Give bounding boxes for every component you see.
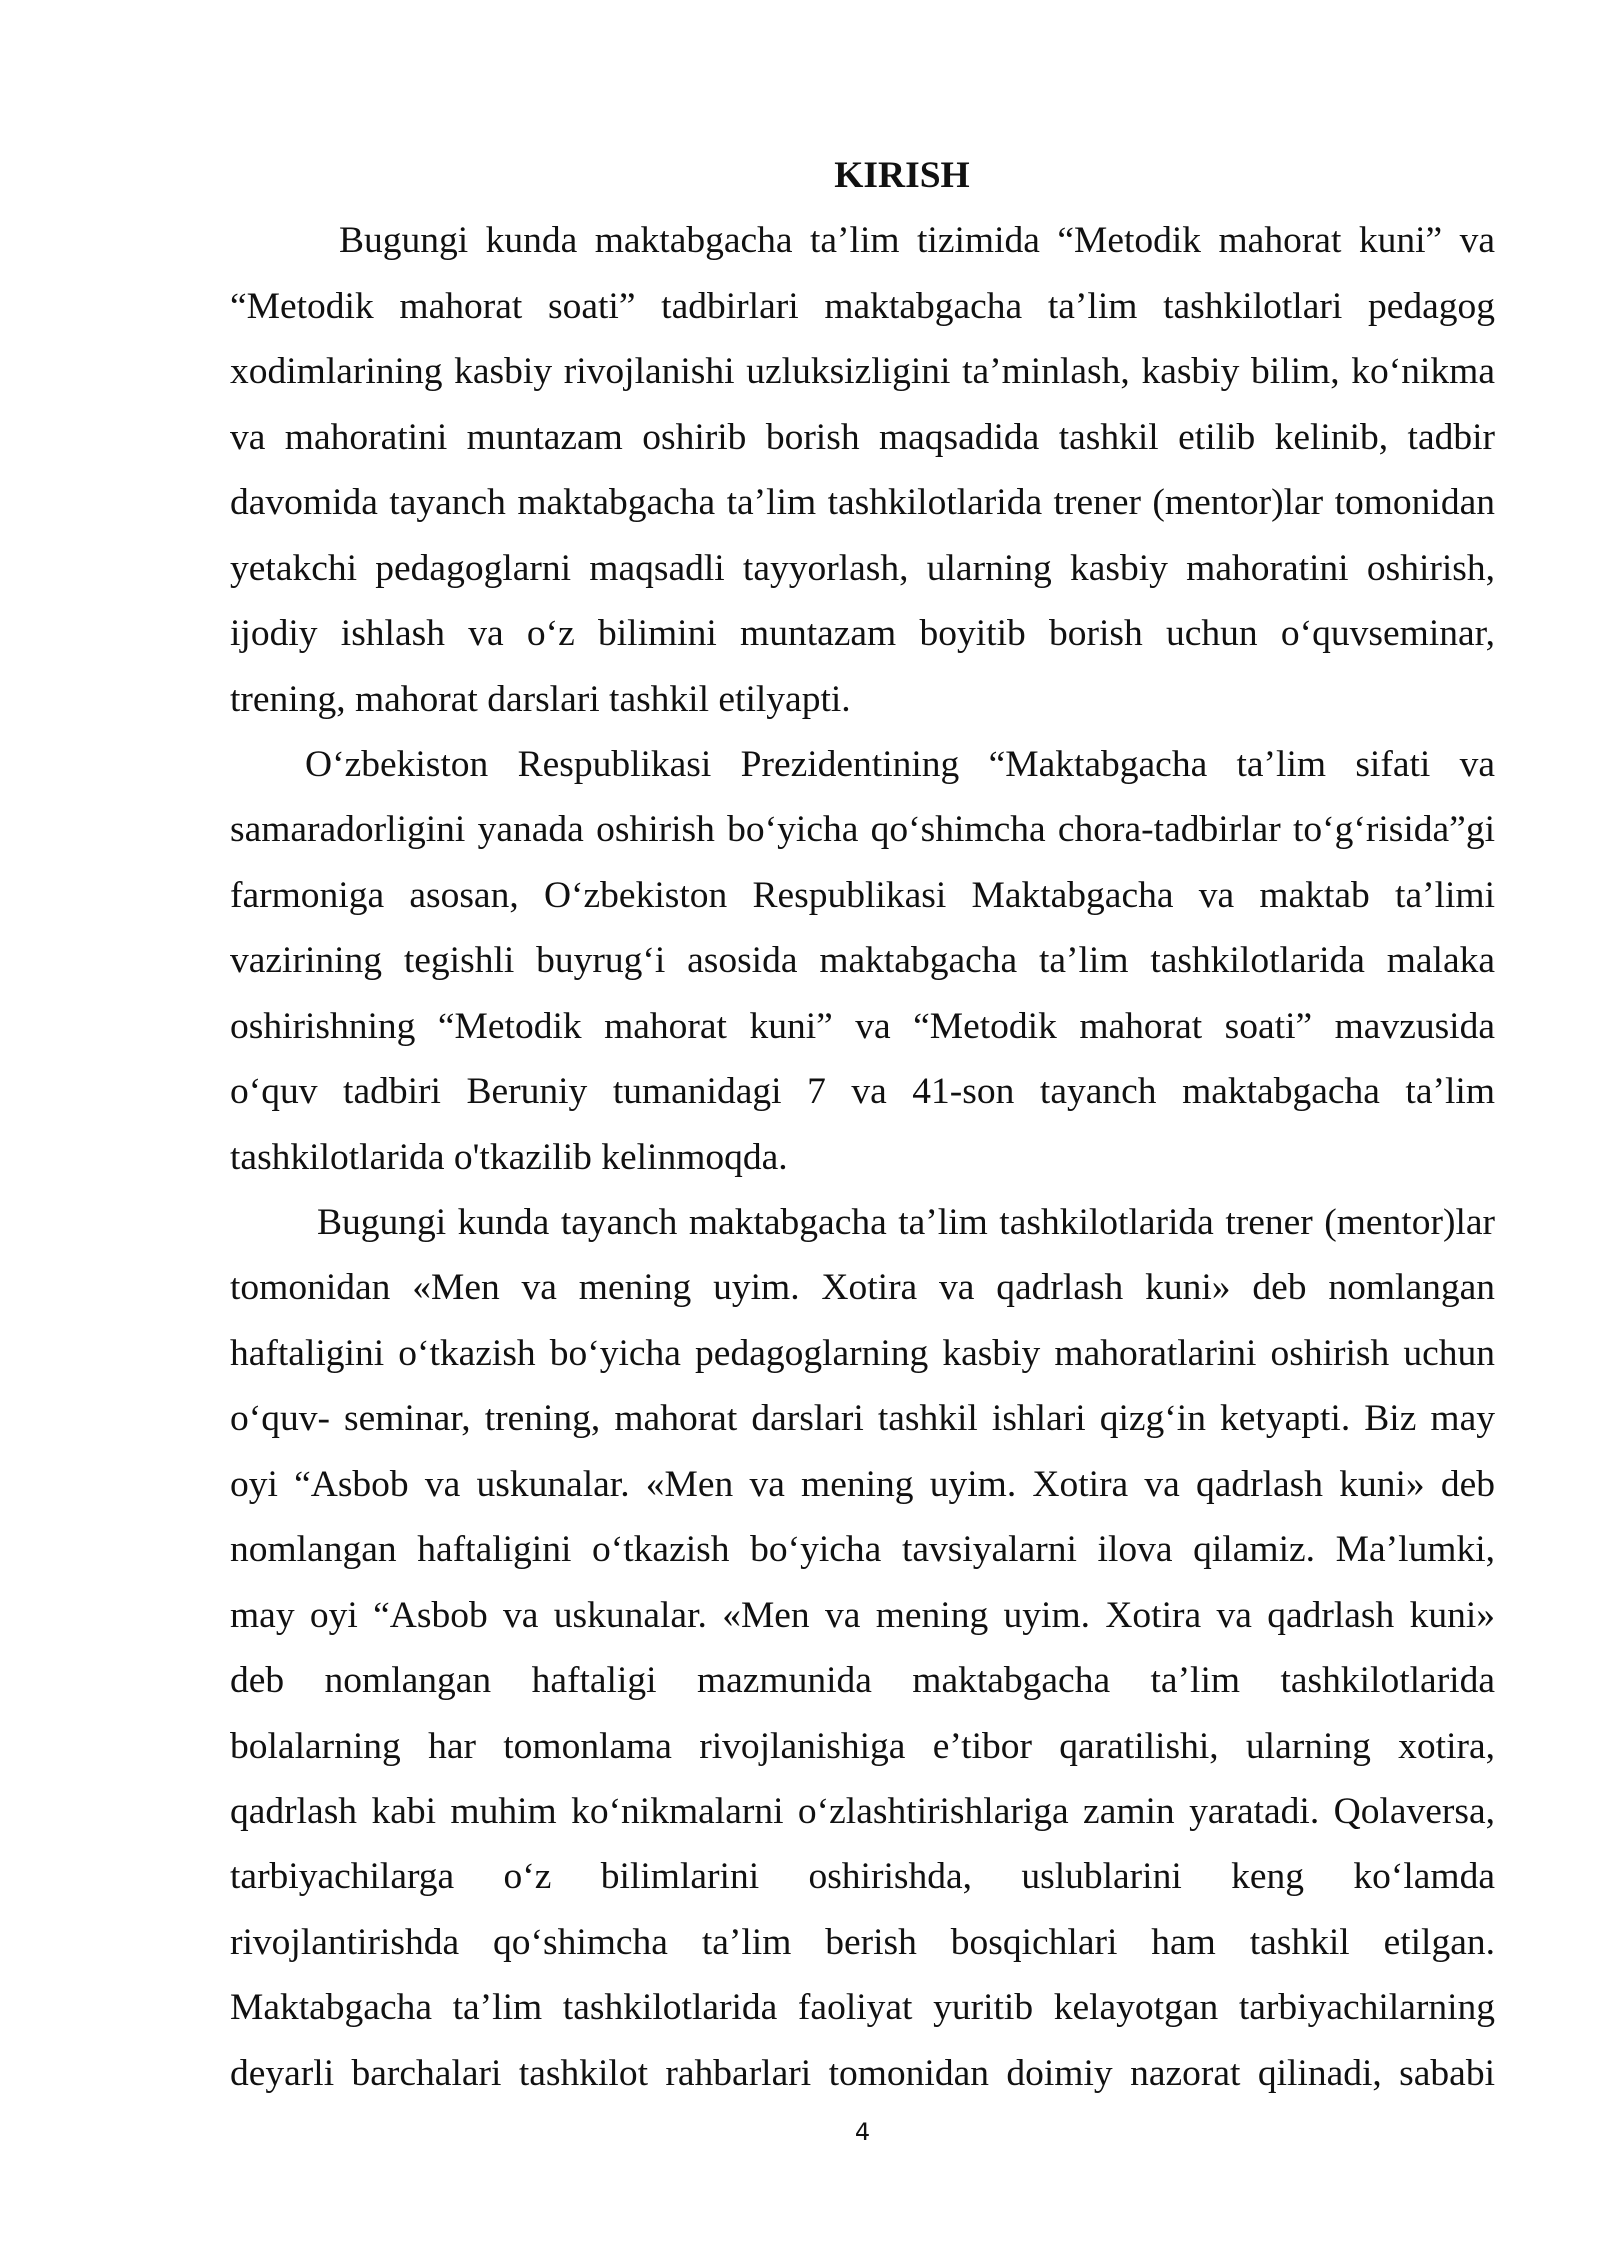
paragraph-line: xodimlarining kasbiy rivojlanishi uzluksizligini ta’minlash, kasbiy bilim, ko‘nikma [230, 351, 1495, 393]
paragraph-line: o‘quv- seminar, trening, mahorat darslari tashkil ishlari qizg‘in ketyapti. Biz may [230, 1398, 1495, 1440]
paragraph-line: farmoniga asosan, O‘zbekiston Respublikasi Maktabgacha va maktab ta’limi [230, 874, 1495, 916]
paragraph-line: davomida tayanch maktabgacha ta’lim tashkilotlarida trener (mentor)lar tomonidan [230, 482, 1495, 524]
paragraph-line: O‘zbekiston Respublikasi Prezidentining “Maktabgacha ta’lim sifati va [305, 743, 1495, 785]
paragraph-line: deyarli barchalari tashkilot rahbarlari tomonidan doimiy nazorat qilinadi, sababi [230, 2052, 1495, 2094]
paragraph-line: nomlangan haftaligini o‘tkazish bo‘yicha tavsiyalarni ilova qilamiz. Ma’lumki, [230, 1529, 1495, 1571]
paragraph-line: o‘quv tadbiri Beruniy tumanidagi 7 va 41-son tayanch maktabgacha ta’lim [230, 1071, 1495, 1113]
paragraph-3 [230, 1190, 1495, 2106]
paragraph-line: va mahoratini muntazam oshirib borish maqsadida tashkil etilib kelinib, tadbir [230, 416, 1495, 458]
paragraph-line: trening, mahorat darslari tashkil etilyapti. [230, 678, 851, 720]
paragraph-line: Maktabgacha ta’lim tashkilotlarida faoliyat yuritib kelayotgan tarbiyachilarning [230, 1987, 1495, 2029]
paragraph-line: may oyi “Asbob va uskunalar. «Men va mening uyim. Xotira va qadrlash kuni» [230, 1594, 1495, 1636]
paragraph-line: tarbiyachilarga o‘z bilimlarini oshirishda, uslublarini keng ko‘lamda [230, 1856, 1495, 1898]
paragraph-line: vazirining tegishli buyrug‘i asosida maktabgacha ta’lim tashkilotlarida malaka [230, 940, 1495, 982]
paragraph-line: qadrlash kabi muhim ko‘nikmalarni o‘zlashtirishlariga zamin yaratadi. Qolaversa, [230, 1790, 1495, 1832]
paragraph-line: Bugungi kunda maktabgacha ta’lim tizimida “Metodik mahorat kuni” va [339, 220, 1495, 262]
paragraph-line: “Metodik mahorat soati” tadbirlari maktabgacha ta’lim tashkilotlari pedagog [230, 285, 1495, 327]
document-body [230, 143, 1495, 2106]
paragraph-2 [230, 732, 1495, 1190]
paragraph-line: oyi “Asbob va uskunalar. «Men va mening uyim. Xotira va qadrlash kuni» deb [230, 1463, 1495, 1505]
paragraph-line: ijodiy ishlash va o‘z bilimini muntazam boyitib borish uchun o‘quvseminar, [230, 613, 1495, 655]
paragraph-line: samaradorligini yanada oshirish bo‘yicha qo‘shimcha chora-tadbirlar to‘g‘risida”gi [230, 809, 1495, 851]
paragraph-line: tashkilotlarida o'tkazilib kelinmoqda. [230, 1136, 788, 1178]
paragraph-line: haftaligini o‘tkazish bo‘yicha pedagoglarning kasbiy mahoratlarini oshirish uchun [230, 1332, 1495, 1374]
paragraph-line: oshirishning “Metodik mahorat kuni” va “Metodik mahorat soati” mavzusida [230, 1005, 1495, 1047]
section-title: KIRISH [834, 155, 970, 196]
paragraph-1 [230, 208, 1495, 732]
page-number: 4 [854, 2118, 871, 2146]
paragraph-line: deb nomlangan haftaligi mazmunida maktabgacha ta’lim tashkilotlarida [230, 1660, 1495, 1702]
paragraph-line: yetakchi pedagoglarni maqsadli tayyorlash, ularning kasbiy mahoratini oshirish, [230, 547, 1495, 589]
paragraph-line: Bugungi kunda tayanch maktabgacha ta’lim tashkilotlarida trener (mentor)lar [317, 1202, 1495, 1243]
paragraph-line: bolalarning har tomonlama rivojlanishiga e’tibor qaratilishi, ularning xotira, [230, 1725, 1495, 1767]
paragraph-line: tomonidan «Men va mening uyim. Xotira va qadrlash kuni» deb nomlangan [230, 1267, 1495, 1309]
paragraph-line: rivojlantirishda qo‘shimcha ta’lim berish bosqichlari ham tashkil etilgan. [230, 1921, 1495, 1963]
